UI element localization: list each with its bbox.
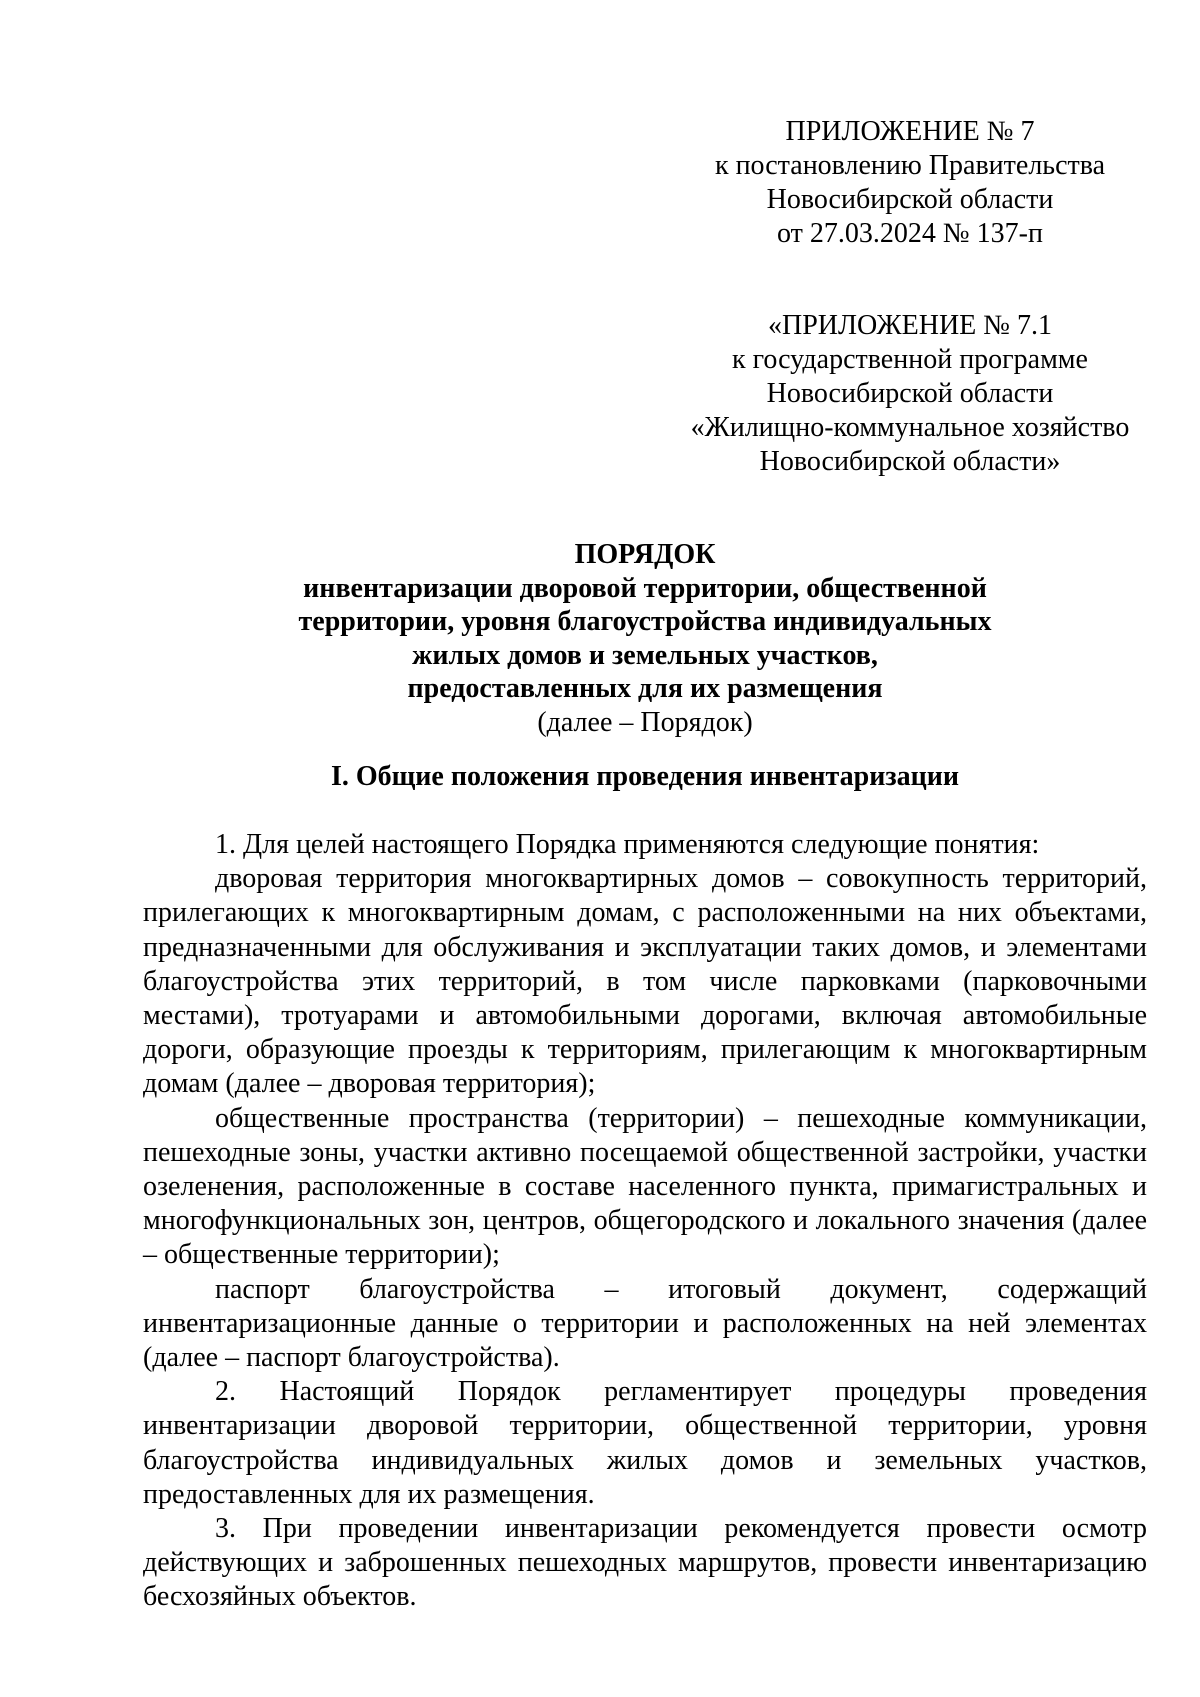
attachment-line: «Жилищно-коммунальное хозяйство — [690, 412, 1130, 443]
title-subtitle-line: предоставленных для их размещения — [407, 673, 883, 704]
paragraph: 2. Настоящий Порядок регламентирует процедуры проведения инвентаризации дворовой территории, общественной территории, уровня благоустройства индивидуальных жилых домов и земельных участков, предоставленных для их размещения. — [143, 1376, 1147, 1510]
attachment-line: Новосибирской области — [766, 184, 1054, 215]
attachment-block-7-1 — [670, 309, 1150, 479]
paragraph: дворовая территория многоквартирных домов – совокупность территорий, прилегающих к многоквартирным домам, с расположенными на них объектами, предназначенными для обслуживания и эксплуатации таких домов, и элементами благоустройства этих территорий, в том числе парковками (парковочными местами), тротуарами и автомобильными дорогами, включая автомобильные дороги, образующие проезды к территориям, прилегающим к многоквартирным домам (далее – дворовая территория); — [143, 863, 1147, 1100]
paragraph: 3. При проведении инвентаризации рекомендуется провести осмотр действующих и заброшенных пешеходных маршрутов, провести инвентаризацию бесхозяйных объектов. — [143, 1513, 1147, 1613]
paragraph: паспорт благоустройства – итоговый документ, содержащий инвентаризационные данные о территории и расположенных на ней элементах (далее – паспорт благоустройства). — [143, 1273, 1147, 1374]
paragraph: 1. Для целей настоящего Порядка применяются следующие понятия: — [215, 829, 1040, 860]
title-subtitle-line: территории, уровня благоустройства индивидуальных — [298, 606, 992, 637]
attachment-line: от 27.03.2024 № 137-п — [777, 218, 1043, 249]
section-body — [143, 828, 1147, 1615]
attachment-line: «ПРИЛОЖЕНИЕ № 7.1 — [768, 310, 1052, 341]
title-subtitle-line: жилых домов и земельных участков, — [412, 639, 878, 671]
attachment-line: к государственной программе — [732, 344, 1088, 375]
attachment-line: Новосибирской области» — [759, 446, 1061, 477]
attachment-line: ПРИЛОЖЕНИЕ № 7 — [785, 116, 1035, 147]
title-subtitle-line: инвентаризации дворовой территории, общественной — [303, 572, 987, 604]
title-note: (далее – Порядок) — [537, 706, 753, 738]
paragraph: общественные пространства (территории) – пешеходные коммуникации, пешеходные зоны, участки активно посещаемой общественной застройки, участки озеленения, расположенные в составе населенного пункта, примагистральных и многофункциональных зон, центров, общегородского и локального значения (далее – общественные территории); — [143, 1102, 1147, 1271]
attachment-block-7 — [680, 115, 1140, 251]
title-heading: ПОРЯДОК — [574, 539, 716, 570]
attachment-line: Новосибирской области — [766, 378, 1054, 409]
document-title — [200, 538, 1090, 739]
attachment-line: к постановлению Правительства — [714, 150, 1106, 181]
section-heading: I. Общие положения проведения инвентаризации — [330, 761, 960, 792]
